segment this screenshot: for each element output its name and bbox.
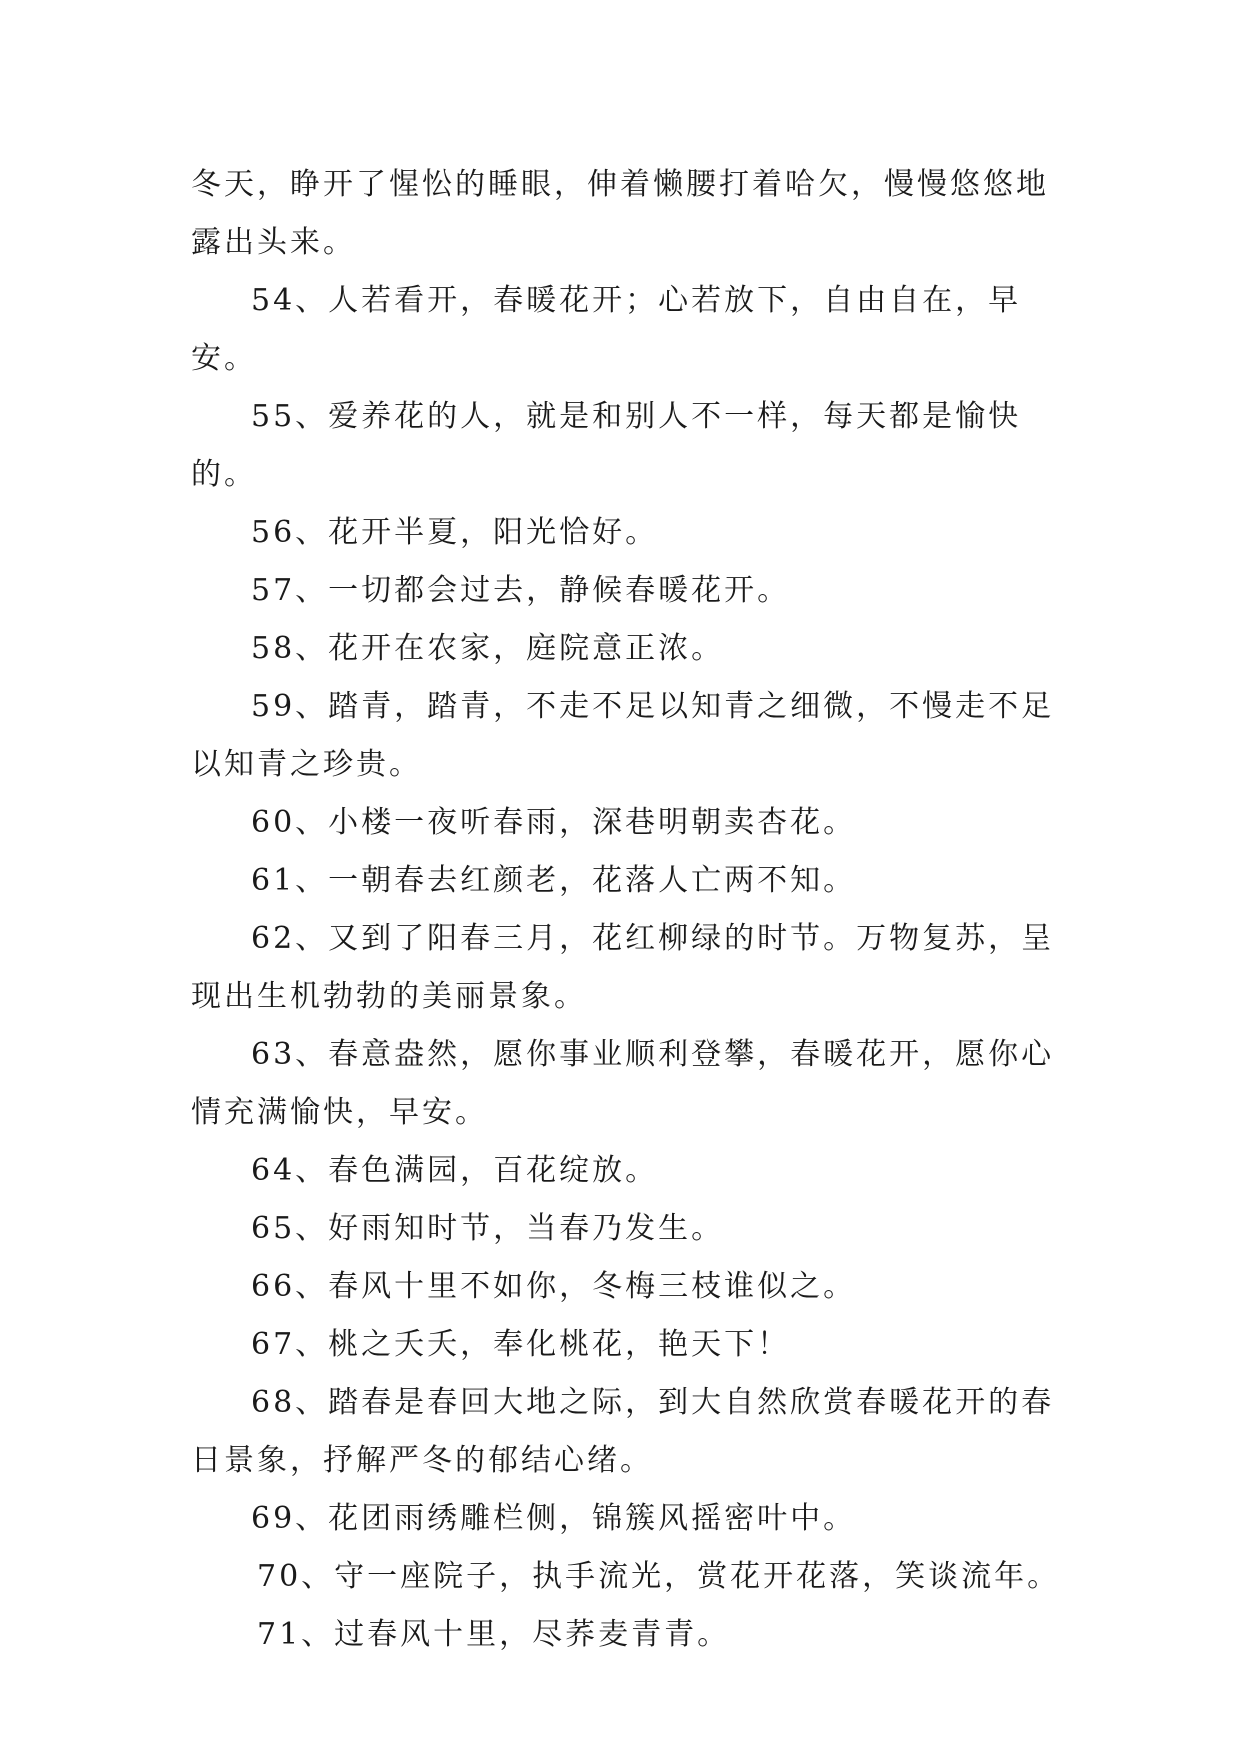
paragraph-63: 63、春意盎然，愿你事业顺利登攀，春暖花开，愿你心情充满愉快，早安。 <box>191 1037 1055 1130</box>
paragraph-60: 60、小楼一夜听春雨，深巷明朝卖杏花。 <box>251 805 857 840</box>
paragraph-70: 70、守一座院子，执手流光，赏花开花落，笑谈流年。 <box>257 1559 1061 1594</box>
paragraph-69: 69、花团雨绣雕栏侧，锦簇风摇密叶中。 <box>251 1501 857 1536</box>
paragraph-65: 65、好雨知时节，当春乃发生。 <box>251 1211 725 1246</box>
paragraph-55: 55、爱养花的人，就是和别人不一样，每天都是愉快的。 <box>191 399 1022 492</box>
paragraph-54: 54、人若看开，春暖花开；心若放下，自由自在，早安。 <box>191 283 1022 376</box>
paragraph-67: 67、桃之夭夭，奉化桃花，艳天下！ <box>251 1327 791 1362</box>
paragraph-57: 57、一切都会过去，静候春暖花开。 <box>251 573 791 608</box>
paragraph-continuation: 冬天，睁开了惺忪的睡眼，伸着懒腰打着哈欠，慢慢悠悠地露出头来。 <box>191 167 1049 260</box>
paragraph-58: 58、花开在农家，庭院意正浓。 <box>251 631 725 666</box>
paragraph-59: 59、踏青，踏青，不走不足以知青之细微，不慢走不足以知青之珍贵。 <box>191 689 1055 782</box>
paragraph-71: 71、过春风十里，尽荞麦青青。 <box>257 1617 731 1652</box>
paragraph-62: 62、又到了阳春三月，花红柳绿的时节。万物复苏，呈现出生机勃勃的美丽景象。 <box>191 921 1055 1014</box>
paragraph-66: 66、春风十里不如你，冬梅三枝谁似之。 <box>251 1269 857 1304</box>
paragraph-68: 68、踏春是春回大地之际，到大自然欣赏春暖花开的春日景象，抒解严冬的郁结心绪。 <box>191 1385 1055 1478</box>
paragraph-64: 64、春色满园，百花绽放。 <box>251 1153 659 1188</box>
paragraph-61: 61、一朝春去红颜老，花落人亡两不知。 <box>251 863 857 898</box>
document-body <box>191 156 1071 1664</box>
paragraph-56: 56、花开半夏，阳光恰好。 <box>251 515 659 550</box>
